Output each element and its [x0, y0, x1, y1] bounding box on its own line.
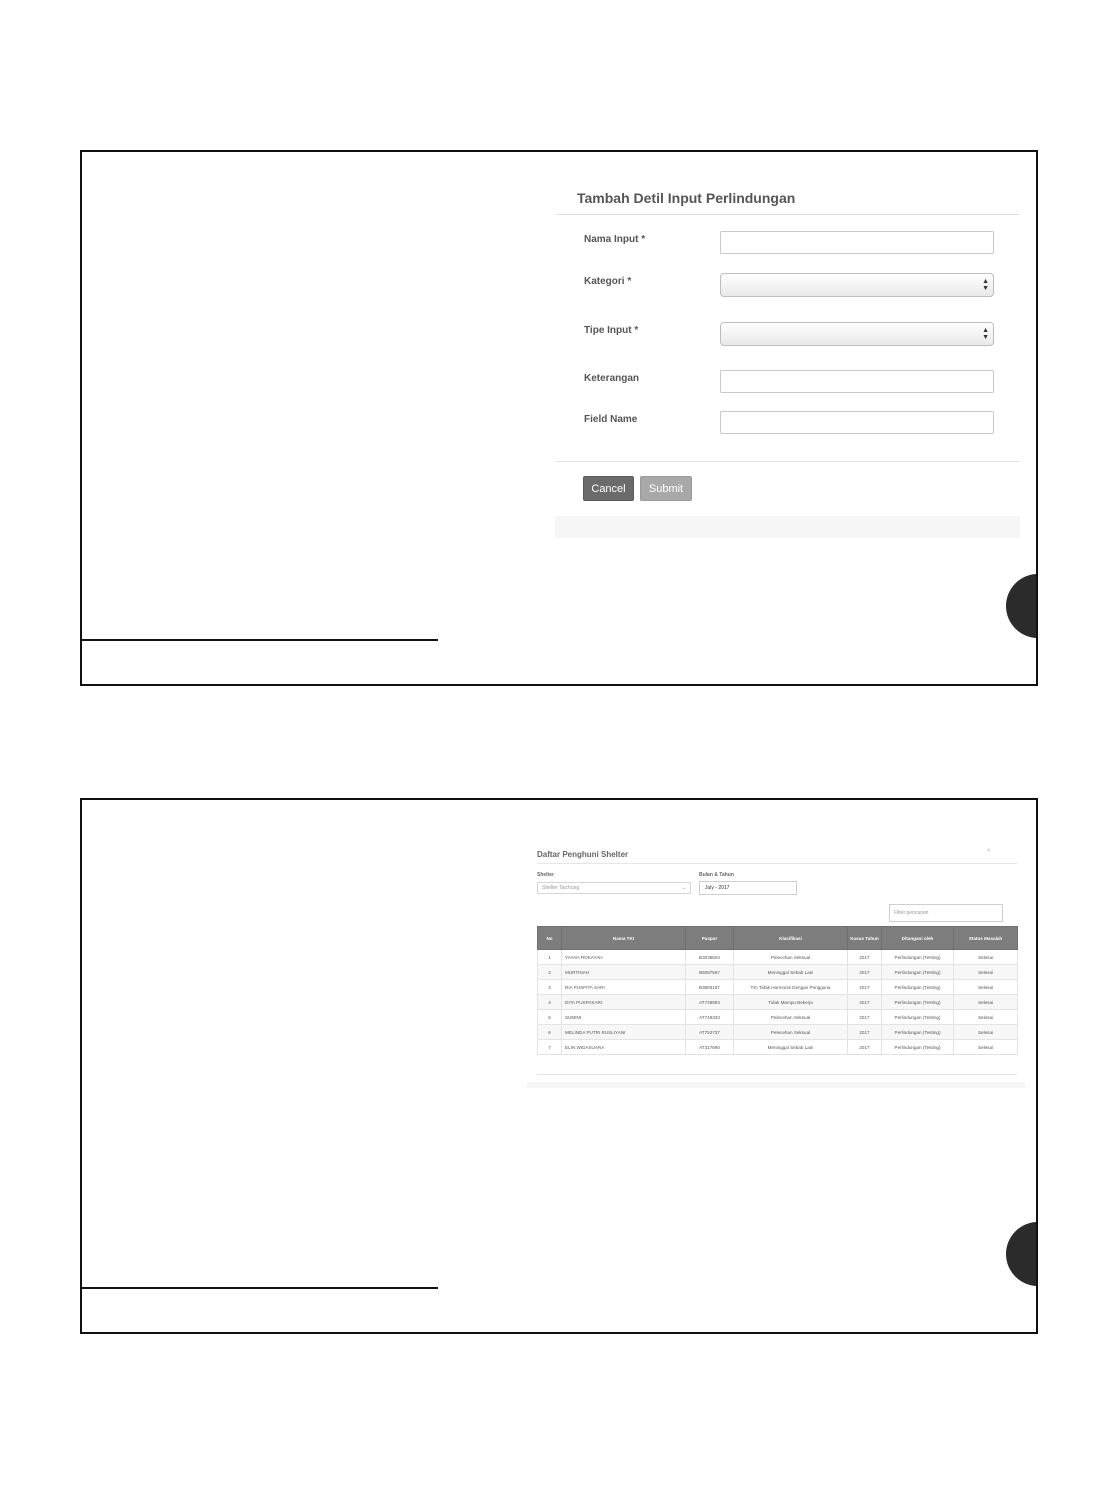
cell-ditangani: Perlindungan (Testing) [882, 950, 954, 965]
cell-paspor: B3036604 [686, 950, 734, 965]
period-label: Bulan & Tahun [699, 872, 734, 878]
cell-tahun: 2017 [848, 950, 882, 965]
cell-no: 2 [538, 965, 562, 980]
cell-tahun: 2017 [848, 995, 882, 1010]
cell-ditangani: Perlindungan (Testing) [882, 1040, 954, 1055]
form-divider [555, 214, 1020, 215]
cell-tahun: 2017 [848, 1040, 882, 1055]
submit-button[interactable]: Submit [640, 476, 692, 501]
tipe-input-select[interactable] [720, 322, 994, 346]
cell-paspor: AT749333 [686, 1010, 734, 1025]
tipe-input-label: Tipe Input * [584, 325, 639, 336]
cell-nama: ELIN WIDASUARA [562, 1040, 686, 1055]
shelter-title-divider [537, 863, 1017, 864]
cell-tahun: 2017 [848, 980, 882, 995]
cell-no: 4 [538, 995, 562, 1010]
cell-ditangani: Perlindungan (Testing) [882, 1025, 954, 1040]
slide-form [80, 150, 1038, 686]
cell-no: 1 [538, 950, 562, 965]
nama-input-field[interactable] [720, 231, 994, 254]
shelter-panel [527, 842, 1025, 1088]
cell-nama: MURTINAH [562, 965, 686, 980]
cell-nama: RIA PUSPITA SARI [562, 980, 686, 995]
column-header[interactable]: Status Masalah [954, 927, 1018, 950]
table-footer-rule [537, 1074, 1017, 1075]
column-header[interactable]: Nama TKI [562, 927, 686, 950]
slide-corner-dot [1006, 574, 1038, 638]
shelter-select-label: Shelter [537, 872, 554, 878]
column-header[interactable]: Paspor [686, 927, 734, 950]
cell-no: 7 [538, 1040, 562, 1055]
form-title: Tambah Detil Input Perlindungan [577, 190, 796, 206]
period-input[interactable]: July - 2017 [699, 881, 797, 895]
table-header-row [538, 927, 1018, 950]
cell-no: 6 [538, 1025, 562, 1040]
slide-table [80, 798, 1038, 1334]
filter-input[interactable]: Filter pencarian [889, 904, 1003, 922]
select-arrows-icon: ▲ ▼ [982, 327, 989, 341]
cell-status: Selesai [954, 950, 1018, 965]
shelter-select[interactable] [537, 882, 691, 894]
collapse-icon[interactable]: ^ [987, 849, 991, 856]
column-header[interactable]: No [538, 927, 562, 950]
cell-paspor: AT752737 [686, 1025, 734, 1040]
field-name-field[interactable] [720, 411, 994, 434]
cell-paspor: AT317690 [686, 1040, 734, 1055]
cell-klasifikasi: Pelecehan Seksual [734, 1010, 848, 1025]
cell-klasifikasi: Meninggal Sebab Lain [734, 1040, 848, 1055]
table-row[interactable] [538, 965, 1018, 980]
form-panel [555, 178, 1020, 538]
cell-ditangani: Perlindungan (Testing) [882, 1010, 954, 1025]
cell-klasifikasi: Meninggal Sebab Lain [734, 965, 848, 980]
nama-input-label: Nama Input * [584, 234, 646, 245]
field-name-label: Field Name [584, 414, 638, 425]
kategori-select[interactable] [720, 273, 994, 297]
cell-klasifikasi: TKI Tidak Harmonis Dengan Pengguna [734, 980, 848, 995]
cell-nama: DITA PUSPASARI [562, 995, 686, 1010]
cell-klasifikasi: Pelecehan Seksual [734, 950, 848, 965]
column-header[interactable]: Klasifikasi [734, 927, 848, 950]
cell-klasifikasi: Tidak Mampu Bekerja [734, 995, 848, 1010]
cell-status: Selesai [954, 1010, 1018, 1025]
table-row[interactable] [538, 1010, 1018, 1025]
cell-status: Selesai [954, 965, 1018, 980]
cell-ditangani: Perlindungan (Testing) [882, 980, 954, 995]
cell-status: Selesai [954, 995, 1018, 1010]
form-body [555, 178, 1020, 516]
shelter-table [537, 926, 1018, 1055]
slide-footer-rule [82, 1287, 438, 1289]
column-header[interactable]: Kasus Tahun [848, 927, 882, 950]
cell-no: 3 [538, 980, 562, 995]
cancel-button[interactable]: Cancel [583, 476, 634, 501]
slide-corner-dot [1006, 1222, 1038, 1286]
table-row[interactable] [538, 1025, 1018, 1040]
cell-status: Selesai [954, 1040, 1018, 1055]
cell-klasifikasi: Pelecehan Seksual [734, 1025, 848, 1040]
shelter-title: Daftar Penghuni Shelter [537, 850, 629, 859]
cell-tahun: 2017 [848, 1010, 882, 1025]
cell-paspor: B6087567 [686, 965, 734, 980]
cell-status: Selesai [954, 980, 1018, 995]
table-row[interactable] [538, 980, 1018, 995]
cell-tahun: 2017 [848, 1025, 882, 1040]
column-header[interactable]: Ditangani oleh [882, 927, 954, 950]
shelter-select-value: Shelter Taichung [542, 885, 580, 891]
cell-nama: MELINDA PUTRI RUSLIYANI [562, 1025, 686, 1040]
table-row[interactable] [538, 950, 1018, 965]
select-arrows-icon: ▲ ▼ [982, 278, 989, 292]
shelter-card [527, 842, 1025, 1082]
cell-status: Selesai [954, 1025, 1018, 1040]
cell-nama: YAYAH ROKAYAH [562, 950, 686, 965]
cell-paspor: B3883187 [686, 980, 734, 995]
kategori-label: Kategori * [584, 276, 632, 287]
table-row[interactable] [538, 995, 1018, 1010]
chevron-down-icon: ⌄ [681, 885, 686, 891]
cell-paspor: AT738893 [686, 995, 734, 1010]
cell-tahun: 2017 [848, 965, 882, 980]
cell-ditangani: Perlindungan (Testing) [882, 995, 954, 1010]
keterangan-field[interactable] [720, 370, 994, 393]
slide-footer-rule [82, 639, 438, 641]
cell-nama: SUMINI [562, 1010, 686, 1025]
cell-ditangani: Perlindungan (Testing) [882, 965, 954, 980]
keterangan-label: Keterangan [584, 373, 640, 384]
cell-no: 5 [538, 1010, 562, 1025]
form-footer-divider [555, 461, 1020, 462]
table-row[interactable] [538, 1040, 1018, 1055]
